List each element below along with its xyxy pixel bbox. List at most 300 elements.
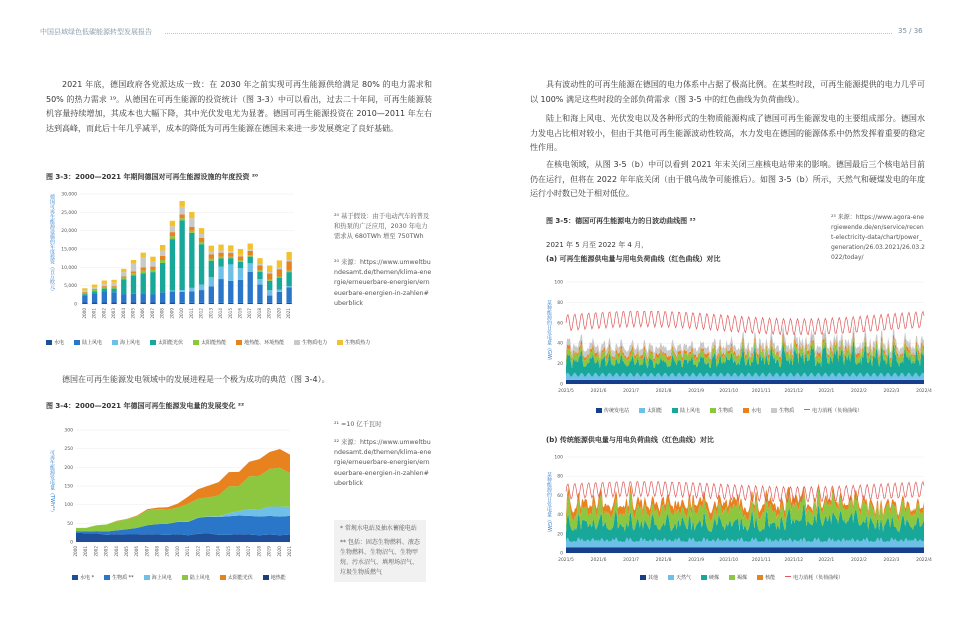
legend-item: [804, 407, 862, 414]
y-tick-label: 200: [64, 465, 73, 471]
bar-segment: [170, 292, 175, 303]
fig35b-title: (b) 传统能源供电量与用电负荷曲线（红色曲线）对比: [546, 436, 714, 444]
x-tick-label: 2021/6: [590, 389, 607, 394]
legend-swatch: [701, 575, 707, 580]
legend-label: 核能: [765, 575, 776, 581]
bar-segment: [121, 303, 126, 304]
bar-segment: [131, 264, 136, 272]
bar-segment: [248, 257, 253, 264]
x-tick-label: 2012: [195, 546, 201, 557]
x-tick-label: 2003: [103, 546, 109, 557]
bar-segment: [150, 294, 155, 302]
bar-segment: [277, 303, 282, 304]
bar-segment: [150, 272, 155, 294]
bar-segment: [218, 245, 223, 251]
fig35a-title: (a) 可再生能源供电量与用电负荷曲线（红色曲线）对比: [546, 255, 721, 263]
load-curve: [566, 482, 924, 502]
x-tick-label: 2021/9: [688, 389, 705, 394]
bar-segment: [189, 231, 194, 233]
bar-segment: [286, 252, 291, 260]
bar-segment: [228, 258, 233, 264]
x-tick-label: 2004: [120, 308, 126, 319]
bar-segment: [179, 207, 184, 215]
x-tick-label: 2022/3: [883, 389, 900, 394]
fig35-subtitle: 2021 年 5 月至 2022 年 4 月，: [546, 241, 649, 249]
x-tick-label: 2010: [179, 308, 185, 319]
x-tick-label: 2016: [237, 308, 243, 319]
bar-segment: [228, 245, 233, 251]
fig34-title: 图 3-4：2000—2021 年德国可再生能源发电量的发展变化 ²²: [46, 402, 245, 410]
x-tick-label: 2022/4: [916, 389, 932, 394]
fig35b-chart: [552, 451, 932, 569]
bar-segment: [257, 272, 262, 279]
legend-swatch: [743, 408, 749, 413]
right-paragraph-3: 在核电领域，从图 3-5（b）中可以看到 2021 年末关闭三座核电站带来的影响。德国最后三个核电站目前仍在运行，但将在 2022 年年底关闭（由于俄乌战争可能推后）。如图 3-5（b）所示，天然气和硬煤发电的年度运行小时数已处于相对低位。: [530, 160, 925, 198]
legend-label: 生物质 **: [112, 575, 134, 581]
bar-segment: [102, 287, 107, 289]
legend-item: [294, 339, 327, 346]
y-tick-label: 5,000: [64, 284, 77, 290]
bar-segment: [218, 253, 223, 257]
fig34-legend: [72, 574, 296, 581]
x-tick-label: 2007: [144, 546, 150, 557]
bar-segment: [218, 250, 223, 252]
x-tick-label: 2017: [247, 308, 253, 319]
bar-segment: [199, 244, 204, 284]
x-tick-label: 2022/2: [850, 558, 867, 563]
legend-item: [771, 407, 794, 414]
bar-segment: [189, 292, 194, 303]
fig34-note-2: ** 包括：固态生物燃料、液态生物燃料、生物沼气、生物甲烷、污水沼气、填埋场沼气、垃圾生物质燃气: [340, 539, 420, 576]
legend-swatch: [757, 575, 763, 580]
header-rule: [165, 33, 892, 34]
bar-segment: [267, 272, 272, 273]
bar-segment: [257, 279, 262, 285]
legend-label: 传统发电站: [604, 408, 630, 414]
legend-swatch: [729, 575, 735, 580]
bar-segment: [92, 303, 97, 304]
x-tick-label: 2022/3: [883, 558, 900, 563]
legend-swatch: [337, 340, 343, 345]
legend-item: [74, 339, 102, 346]
bar-segment: [218, 303, 223, 304]
bar-segment: [141, 267, 146, 270]
bar-segment: [286, 260, 291, 261]
legend-label: 生物质电力: [302, 340, 328, 346]
x-tick-label: 2008: [154, 546, 160, 557]
legend-item: [193, 339, 226, 346]
legend-item: [672, 407, 700, 414]
bar-segment: [150, 267, 155, 270]
x-tick-label: 2014: [218, 308, 224, 319]
fig35-title: 图 3-5：德国可再生能源电力的日波动曲线图 ²³: [546, 217, 696, 225]
legend-swatch: [596, 408, 602, 413]
bar-segment: [228, 257, 233, 258]
bar-segment: [248, 251, 253, 255]
legend-label: 海上风电: [120, 340, 141, 346]
bar-segment: [121, 269, 126, 272]
bar-segment: [170, 290, 175, 291]
y-tick-label: 80: [557, 474, 563, 480]
bar-segment: [170, 232, 175, 236]
bar-segment: [121, 278, 126, 280]
bar-segment: [179, 215, 184, 219]
bar-segment: [199, 303, 204, 304]
y-tick-label: 40: [557, 513, 563, 519]
legend-item: [104, 574, 134, 581]
fig35a-ylabel: 某种能源的日发电量（GW）: [546, 300, 552, 364]
x-tick-label: 2015: [227, 308, 233, 319]
bar-segment: [121, 272, 126, 276]
bar-segment: [150, 270, 155, 272]
legend-label: 水电 *: [80, 575, 95, 581]
bar-segment: [209, 286, 214, 303]
x-tick-label: 2002: [101, 308, 107, 319]
fig33-legend: [46, 339, 380, 346]
fig33-ylabel: 德国可再生能源设施的年度投资（百万欧元）: [49, 194, 55, 294]
legend-swatch: [640, 575, 646, 580]
legend-swatch: [236, 340, 242, 345]
bar-segment: [150, 261, 155, 266]
legend-swatch: [150, 340, 156, 345]
legend-item: [182, 574, 210, 581]
legend-swatch: [804, 409, 810, 410]
bar-segment: [141, 303, 146, 304]
legend-label: 褐煤: [737, 575, 748, 581]
y-tick-label: 0: [560, 551, 563, 557]
legend-swatch: [144, 575, 150, 580]
bar-segment: [160, 263, 165, 292]
fig34-footnote-1: ²¹ =10 亿千瓦时: [334, 421, 382, 428]
left-paragraph-2: 德国在可再生能源发电领域中的发展进程是一个极为成功的典范（图 3-4）。: [62, 375, 330, 384]
bar-segment: [248, 255, 253, 256]
bar-segment: [267, 290, 272, 296]
legend-swatch: [639, 408, 645, 413]
legend-label: 太阳能: [647, 408, 663, 414]
y-tick-label: 50: [67, 521, 73, 527]
x-tick-label: 2012: [198, 308, 204, 319]
y-tick-label: 0: [74, 302, 77, 308]
x-tick-label: 2021/8: [655, 389, 672, 394]
x-tick-label: 2019: [266, 308, 272, 319]
legend-item: [701, 574, 719, 581]
legend-item: [337, 339, 370, 346]
bar-segment: [277, 292, 282, 303]
legend-label: 陆上风电: [82, 340, 103, 346]
bar-segment: [82, 290, 87, 291]
legend-swatch: [771, 408, 777, 413]
fig35a-chart: [552, 276, 932, 400]
y-tick-label: 15,000: [61, 247, 77, 253]
bar-segment: [209, 255, 214, 259]
bar-segment: [189, 303, 194, 304]
fig34-footnote-2: ²² 来源：https://www.umweltbundesamt.de/themen/klima-energie/erneuerbare-energien/erneuerbare-energien-in-zahlen#uberblick: [334, 439, 432, 487]
x-tick-label: 2009: [164, 546, 170, 557]
bar-segment: [248, 249, 253, 250]
fig33-chart: [52, 188, 302, 328]
bar-segment: [218, 267, 223, 279]
right-paragraph-2: 陆上和海上风电、光伏发电以及各种形式的生物质能源构成了德国可再生能源发电的主要组成部分。德国水力发电占比相对较小，但由于其他可再生能源波动性较高，水力发电在德国的能源体系中仍然发挥着重要的稳定性作用。: [530, 114, 925, 152]
legend-label: 地热能、环境热能: [244, 340, 285, 346]
x-tick-label: 2016: [236, 546, 242, 557]
fig34-ylabel: 可再生能源发电量（TWh²¹）: [49, 450, 55, 516]
bar-segment: [102, 289, 107, 292]
y-tick-label: 20: [557, 532, 563, 538]
x-tick-label: 2013: [208, 308, 214, 319]
y-tick-label: 300: [64, 428, 73, 434]
bar-segment: [82, 288, 87, 290]
bar-segment: [238, 256, 243, 260]
bar-segment: [82, 292, 87, 293]
bar-segment: [92, 292, 97, 294]
legend-label: 陆上风电: [680, 408, 701, 414]
legend-swatch: [220, 575, 226, 580]
x-tick-label: 2022/4: [916, 558, 932, 563]
x-tick-label: 2020: [276, 308, 282, 319]
bar-segment: [286, 303, 291, 304]
bar-segment: [111, 292, 116, 302]
legend-swatch: [193, 340, 199, 345]
x-tick-label: 2021/7: [623, 558, 640, 563]
y-tick-label: 0: [70, 540, 73, 546]
y-tick-label: 20: [557, 362, 563, 368]
legend-item: [785, 574, 843, 581]
legend-item: [72, 574, 94, 581]
legend-label: 生物质: [779, 408, 795, 414]
bar-segment: [248, 263, 253, 271]
bar-segment: [160, 260, 165, 263]
bar-segment: [92, 285, 97, 288]
bar-segment: [170, 236, 175, 239]
legend-item: [263, 574, 286, 581]
area-series: [566, 380, 924, 384]
legend-item: [710, 407, 733, 414]
bar-segment: [189, 212, 194, 218]
bar-segment: [228, 253, 233, 257]
legend-label: 海上风电: [151, 575, 172, 581]
bar-segment: [267, 281, 272, 290]
y-tick-label: 100: [64, 503, 73, 509]
bar-segment: [141, 253, 146, 258]
bar-segment: [218, 259, 223, 267]
bar-segment: [102, 292, 107, 303]
legend-item: [150, 339, 183, 346]
legend-label: 太阳能光伏: [227, 575, 253, 581]
bar-segment: [102, 303, 107, 304]
bar-segment: [267, 303, 272, 304]
legend-item: [639, 407, 662, 414]
x-tick-label: 2002: [93, 546, 99, 557]
x-tick-label: 2021/5: [558, 558, 574, 563]
x-tick-label: 2022/2: [850, 389, 867, 394]
y-tick-label: 30,000: [61, 192, 77, 198]
legend-label: 天然气: [676, 575, 692, 581]
bar-segment: [179, 290, 184, 292]
page-number: 35 / 36: [898, 27, 923, 35]
x-tick-label: 2017: [246, 546, 252, 557]
bar-segment: [111, 280, 116, 283]
bar-segment: [160, 250, 165, 256]
legend-item: [668, 574, 691, 581]
legend-label: 地热能: [270, 575, 286, 581]
bar-segment: [218, 279, 223, 303]
x-tick-label: 2014: [215, 546, 221, 557]
x-tick-label: 2021/8: [655, 558, 672, 563]
bar-segment: [111, 286, 116, 287]
legend-swatch: [668, 575, 674, 580]
x-tick-label: 2013: [205, 546, 211, 557]
bar-segment: [199, 238, 204, 242]
bar-segment: [248, 272, 253, 303]
y-tick-label: 0: [560, 382, 563, 388]
legend-item: [743, 407, 761, 414]
bar-segment: [102, 283, 107, 286]
x-tick-label: 2021/12: [784, 558, 804, 563]
legend-label: 电力消耗（负荷曲线）: [793, 575, 844, 581]
bar-segment: [277, 268, 282, 269]
x-tick-label: 2009: [169, 308, 175, 319]
bar-segment: [131, 294, 136, 303]
x-tick-label: 2001: [83, 546, 89, 557]
x-tick-label: 2007: [149, 308, 155, 319]
bar-segment: [102, 286, 107, 287]
bar-segment: [111, 283, 116, 286]
bar-segment: [286, 286, 291, 287]
bar-segment: [189, 227, 194, 231]
bar-segment: [277, 260, 282, 267]
bar-segment: [248, 244, 253, 250]
y-tick-label: 60: [557, 321, 563, 327]
bar-segment: [238, 303, 243, 304]
bar-segment: [111, 303, 116, 304]
fig33-title: 图 3-3：2000—2021 年期间德国对可再生能源设施的年度投资 ²⁰: [46, 173, 259, 181]
legend-label: 水电: [54, 340, 65, 346]
bar-segment: [131, 275, 136, 293]
x-tick-label: 2018: [256, 546, 262, 557]
bar-segment: [179, 201, 184, 207]
legend-item: [757, 574, 775, 581]
x-tick-label: 2021/7: [623, 389, 640, 394]
x-tick-label: 2000: [81, 308, 87, 319]
legend-swatch: [263, 575, 269, 580]
x-tick-label: 2001: [91, 308, 97, 319]
legend-item: [46, 339, 64, 346]
legend-swatch: [785, 576, 791, 577]
bar-segment: [92, 293, 97, 302]
x-tick-label: 2021/10: [719, 558, 739, 563]
bar-segment: [111, 287, 116, 289]
x-tick-label: 2021/11: [751, 389, 771, 394]
bar-segment: [131, 303, 136, 304]
fig34-note-1: * 常规水电站及抽水蓄能电站: [340, 525, 417, 532]
bar-segment: [121, 277, 126, 278]
legend-item: [640, 574, 658, 581]
bar-segment: [257, 285, 262, 303]
running-header: 中国县域绿色低碳能源转型发展报告: [40, 28, 152, 36]
bar-segment: [238, 280, 243, 303]
fig33-footnote-2: ²⁰ 来源：https://www.umweltbundesamt.de/themen/klima-energie/erneuerbare-energien/erneuerbare-energien-in-zahlen#uberblick: [334, 259, 432, 307]
legend-item: [729, 574, 747, 581]
right-paragraph-1: 具有波动性的可再生能源在德国的电力体系中占据了极高比例。在某些时段，可再生能源提供的电力几乎可以 100% 满足这些时段的全部负荷需求（图 3-5 中的红色曲线为负荷曲线）。: [530, 80, 925, 104]
x-tick-label: 2022/1: [818, 558, 835, 563]
legend-label: 生物质: [718, 408, 734, 414]
legend-item: [112, 339, 140, 346]
bar-segment: [160, 303, 165, 304]
x-tick-label: 2011: [188, 308, 194, 319]
y-tick-label: 100: [554, 280, 563, 286]
bar-segment: [160, 245, 165, 251]
bar-segment: [209, 277, 214, 286]
bar-segment: [228, 281, 233, 303]
x-tick-label: 2021/9: [688, 558, 705, 563]
legend-swatch: [294, 340, 300, 345]
bar-segment: [150, 257, 155, 262]
x-tick-label: 2022/1: [818, 389, 835, 394]
bar-segment: [257, 266, 262, 271]
bar-segment: [238, 262, 243, 268]
bar-segment: [277, 290, 282, 292]
bar-segment: [170, 239, 175, 290]
x-tick-label: 2015: [225, 546, 231, 557]
legend-item: [236, 339, 284, 346]
legend-label: 太阳能光伏: [158, 340, 184, 346]
legend-item: [220, 574, 253, 581]
bar-segment: [248, 303, 253, 304]
bar-segment: [170, 303, 175, 304]
bar-segment: [102, 281, 107, 284]
bar-segment: [209, 252, 214, 255]
bar-segment: [92, 290, 97, 292]
bar-segment: [199, 234, 204, 238]
legend-swatch: [46, 340, 52, 345]
x-tick-label: 2021/11: [751, 558, 771, 563]
legend-item: [144, 574, 172, 581]
bar-segment: [131, 273, 136, 275]
bar-segment: [209, 246, 214, 252]
bar-segment: [228, 264, 233, 281]
bar-segment: [170, 226, 175, 232]
bar-segment: [179, 218, 184, 220]
fig34-notes: [334, 520, 426, 582]
bar-segment: [111, 289, 116, 293]
legend-swatch: [72, 575, 78, 580]
bar-segment: [267, 296, 272, 303]
y-tick-label: 80: [557, 300, 563, 306]
x-tick-label: 2020: [276, 546, 282, 557]
bar-segment: [286, 271, 291, 272]
bar-segment: [189, 218, 194, 227]
bar-segment: [141, 257, 146, 267]
x-tick-label: 2021/6: [590, 558, 607, 563]
fig35-footnote: ²³ 来源：https://www.agora-energiewende.de/en/service/recent-electricity-data/chart/power_generation/26.03.2021/26.03.2022/today/: [831, 214, 925, 261]
legend-swatch: [74, 340, 80, 345]
bar-segment: [179, 303, 184, 304]
legend-swatch: [112, 340, 118, 345]
x-tick-label: 2011: [185, 546, 191, 557]
y-tick-label: 150: [64, 484, 73, 490]
bar-segment: [92, 287, 97, 289]
y-tick-label: 60: [557, 493, 563, 499]
fig35a-legend: [596, 407, 872, 414]
bar-segment: [170, 221, 175, 227]
bar-segment: [286, 261, 291, 270]
bar-segment: [238, 249, 243, 255]
bar-segment: [228, 303, 233, 304]
bar-segment: [277, 278, 282, 290]
bar-segment: [82, 294, 87, 295]
fig35b-legend: [640, 574, 853, 581]
legend-label: 生物质热力: [345, 340, 371, 346]
